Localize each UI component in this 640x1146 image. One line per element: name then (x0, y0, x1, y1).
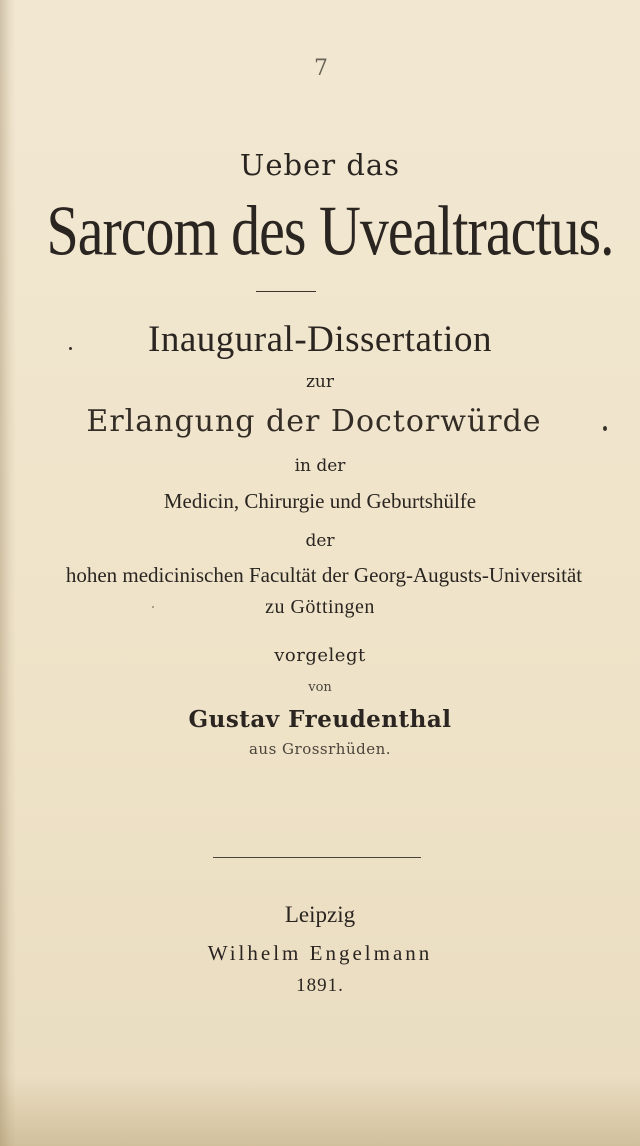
purpose-line: Erlangung der Doctorwürde (86, 404, 542, 439)
connector-der: der (305, 531, 335, 551)
paper-speck (152, 606, 154, 608)
author-name: Gustav Freudenthal (188, 706, 452, 733)
connector-in-der: in der (294, 456, 346, 476)
short-divider (256, 291, 316, 292)
dissertation-heading: Inaugural-Dissertation (148, 319, 492, 360)
vorgelegt-line: vorgelegt (274, 645, 366, 666)
author-origin: aus Grossrhüden. (248, 740, 392, 758)
location-line: zu Göttingen (265, 596, 375, 618)
long-divider (213, 857, 421, 858)
pre-title: Ueber das (239, 148, 401, 182)
paper-speck (603, 426, 607, 431)
main-title: Sarcom des Uvealtractus. (46, 191, 614, 271)
connector-zur: zur (305, 372, 335, 392)
imprint-city: Leipzig (284, 902, 356, 927)
page-mark: 7 (314, 56, 328, 81)
faculty-fields: Medicin, Chirurgie und Geburtshülfe (163, 489, 477, 513)
paper-stain (0, 1076, 640, 1146)
imprint-publisher: Wilhelm Engelmann (207, 941, 433, 965)
imprint-year: 1891. (296, 975, 344, 996)
faculty-line: hohen medicinischen Facultät der Georg-Augusts-Universität (65, 563, 583, 587)
paper-speck (69, 347, 72, 350)
von-line: von (308, 680, 332, 695)
